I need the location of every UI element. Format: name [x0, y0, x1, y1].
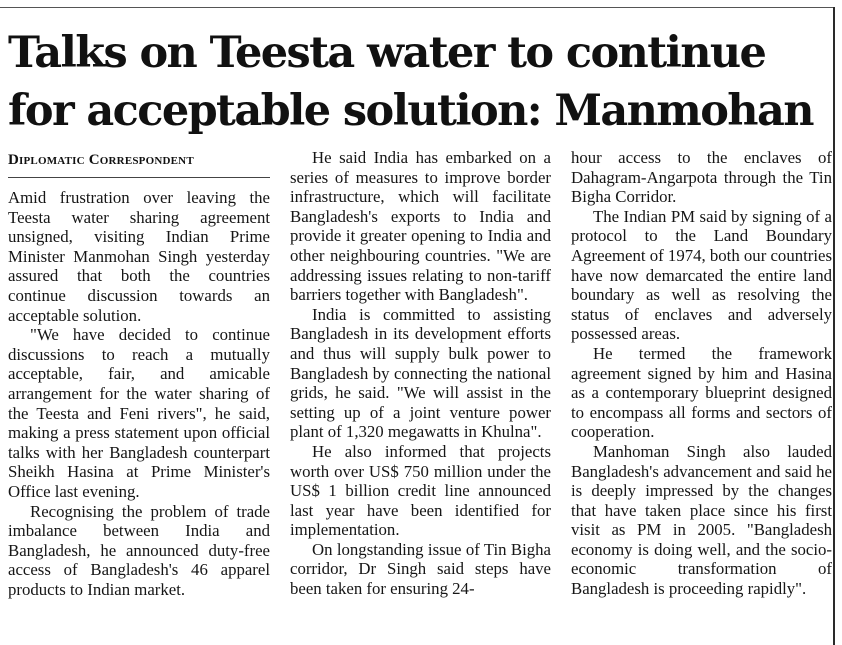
- article-column-2: [290, 148, 551, 645]
- paragraph: On longstanding issue of Tin Bigha corridor, Dr Singh said steps have been taken for ensuring 24-: [290, 539, 551, 599]
- paragraph: "We have decided to continue discussions to reach a mutually acceptable, fair, and amicable arrangement for the water sharing of the Teesta and Feni rivers", he said, making a press statement upon official talks with her Bangladesh counterpart Sheikh Hasina at Prime Minister's Office last evening.: [8, 325, 270, 501]
- paragraph: Recognising the problem of trade imbalance between India and Bangladesh, he announced duty-free access of Bangladesh's 46 apparel products to Indian market.: [8, 501, 270, 599]
- paragraph: He said India has embarked on a series of measures to improve border infrastructure, which will facilitate Bangladesh's exports to India and provide it greater opening to India and other neighbouring countries. "We are addressing issues relating to non-tariff barriers together with Bangladesh".: [290, 148, 551, 305]
- paragraph: He termed the framework agreement signed by him and Hasina as a contemporary blueprint designed to encompass all forms and sectors of cooperation.: [571, 343, 832, 442]
- article-column-3: [571, 148, 832, 645]
- article-column-1: [8, 148, 270, 645]
- paragraph: He also informed that projects worth over US$ 750 million under the US$ 1 billion credit line announced last year have been identified for implementation.: [290, 441, 551, 540]
- paragraph: India is committed to assisting Bangladesh in its development efforts and thus will supply bulk power to Bangladesh by connecting the national grids, he said. "We will assist in the setting up of a joint venture power plant of 1,320 megawatts in Khulna".: [290, 304, 551, 442]
- paragraph: Amid frustration over leaving the Teesta water sharing agreement unsigned, visiting Indian Prime Minister Manmohan Singh yesterday assured that both the countries continue discussion towards an acceptable solution.: [8, 188, 270, 325]
- byline: Diplomatic Correspondent: [8, 148, 270, 178]
- paragraph: Manhoman Singh also lauded Bangladesh's advancement and said he is deeply impressed by the changes that have taken place since his first visit as PM in 2005. "Bangladesh economy is doing well, and the socio-economic transformation of Bangladesh is proceeding rapidly".: [571, 441, 832, 599]
- headline: Talks on Teesta water to continue for acceptable solution: Manmohan: [8, 28, 813, 136]
- paragraph: The Indian PM said by signing of a protocol to the Land Boundary Agreement of 1974, both our countries have now demarcated the entire land boundary as well as resolving the status of enclaves and adversely possessed areas.: [571, 206, 832, 344]
- paragraph-continuation: hour access to the enclaves of Dahagram-Angarpota through the Tin Bigha Corridor.: [571, 148, 832, 207]
- top-rule: [0, 7, 834, 8]
